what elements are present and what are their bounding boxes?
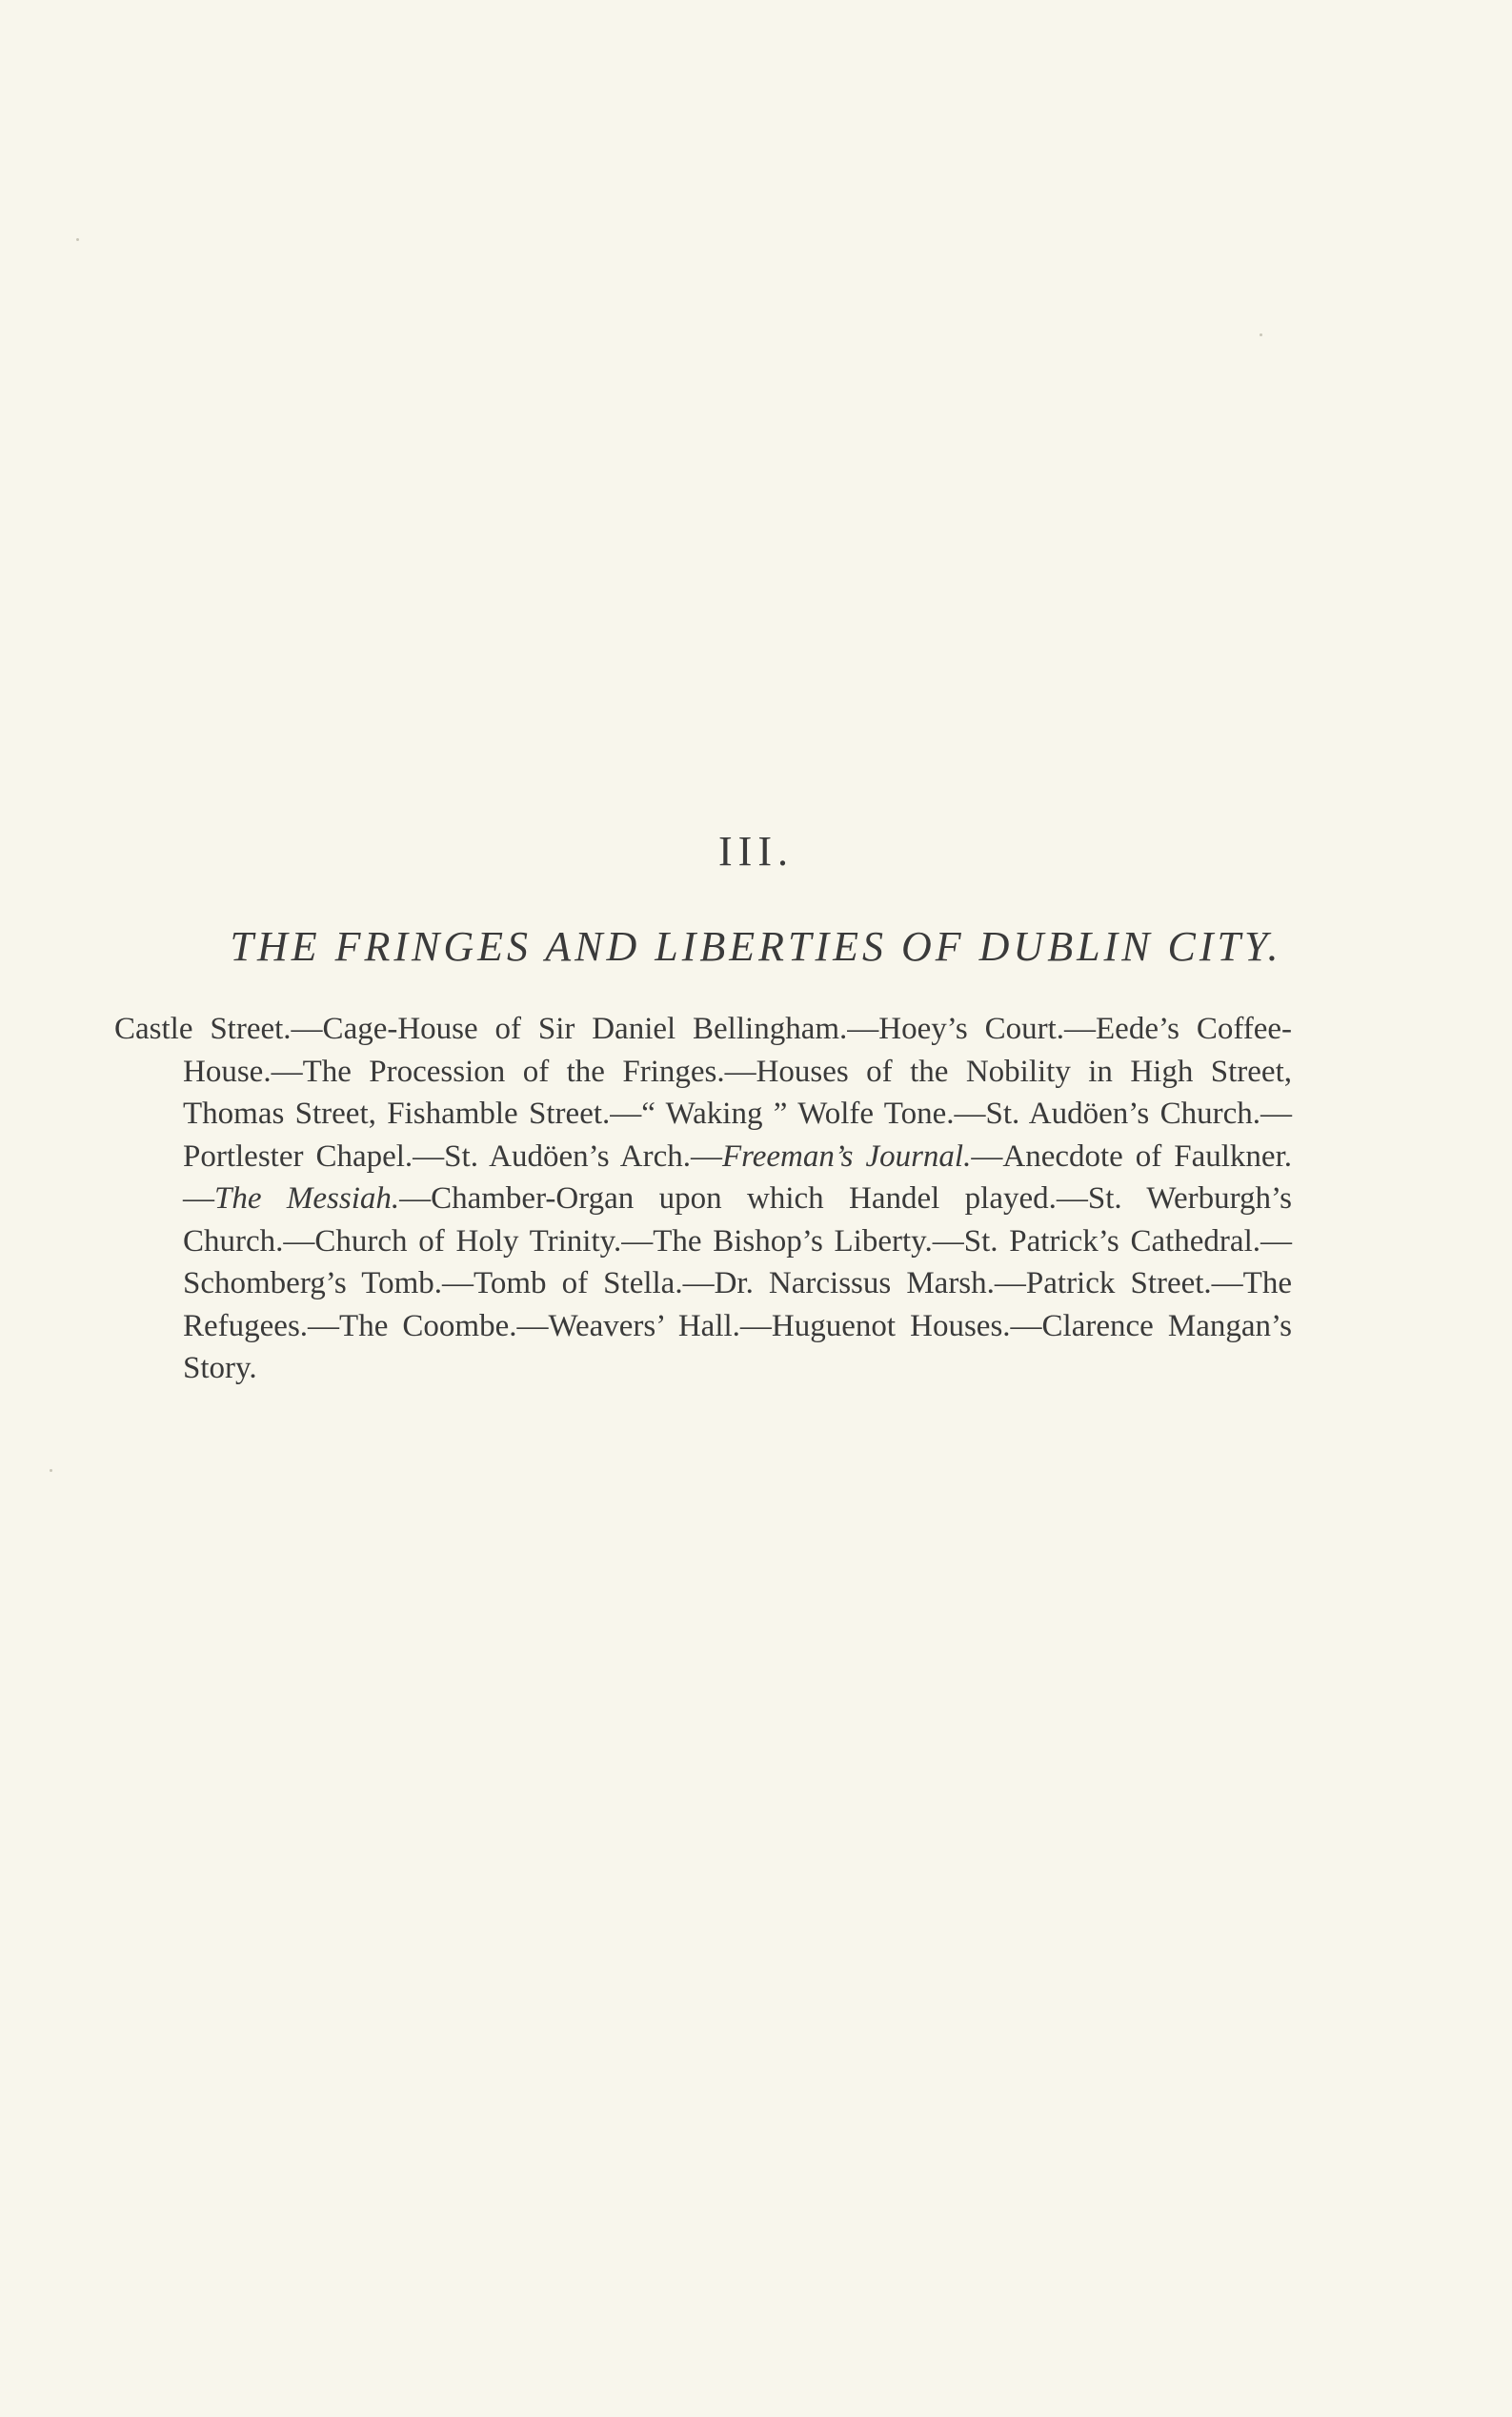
paper-speck [76,238,79,241]
summary-segment-italic: Freeman’s Journal. [721,1138,972,1174]
chapter-number: III. [718,828,794,875]
chapter-summary [114,1008,1292,1390]
chapter-title: THE FRINGES AND LIBERTIES OF DUBLIN CITY. [230,923,1282,970]
summary-segment-italic: The Messiah. [214,1181,400,1216]
paper-speck [1260,333,1262,336]
summary-segment: —Chamber-Organ upon which Handel played.—St. Werburgh’s Church.—Church of Holy Trinity.—The Bishop’s Liberty.—St. Patrick’s Cathedral.—Schomberg’s Tomb.—Tomb of Stella.—Dr. Narcissus Marsh.—Patrick Street.—The Refugees.—The Coombe.—Weavers’ Hall.—Huguenot Houses.—Clarence Mangan’s Story. [183,1181,1292,1385]
summary-segment: —Anecdote of Faulkner.— [183,1138,1292,1216]
summary-segment: Castle Street.—Cage-House of Sir Daniel Bellingham.—Hoey’s Court.—Eede’s Coffee-House.—The Procession of the Fringes.—Houses of the Nobility in High Street, Thomas Street, Fishamble Street.—“ Waking ” Wolfe Tone.—St. Audöen’s Church.—Portlester Chapel.—St. Audöen’s Arch.— [114,1012,1292,1174]
paper-speck [50,1469,52,1472]
